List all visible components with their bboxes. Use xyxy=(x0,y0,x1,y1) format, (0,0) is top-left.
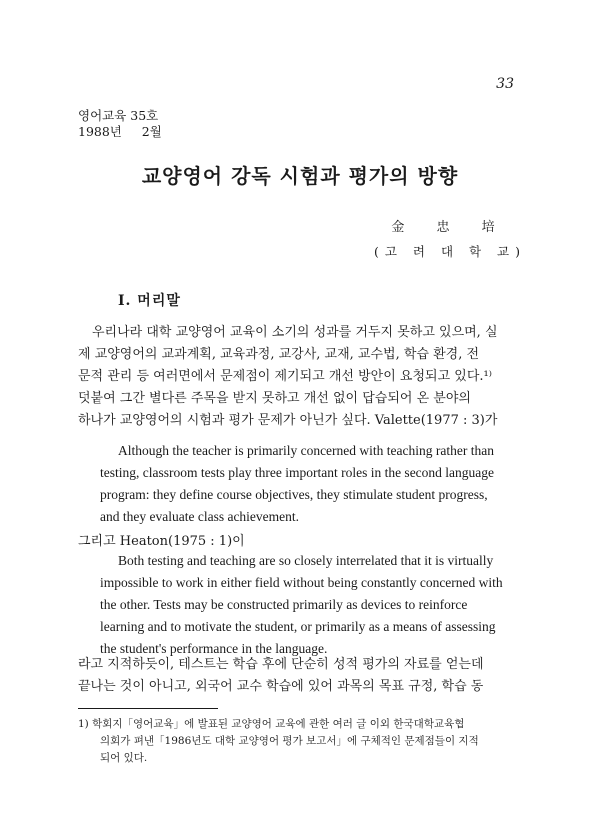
footnote-divider xyxy=(78,708,218,709)
journal-issue: 영어교육 35호 xyxy=(78,108,159,123)
quote-line: testing, classroom tests play three important roles in the second language xyxy=(100,465,495,480)
text-line: 끝나는 것이 아니고, 외국어 교수 학습에 있어 과목의 목표 규정, 학습 동 xyxy=(78,679,484,694)
section-heading: I. 머리말 xyxy=(118,293,181,309)
text-line: 우리나라 대학 교양영어 교육이 소기의 성과를 거두지 못하고 있으며, 실 xyxy=(92,325,498,340)
paragraph-continue xyxy=(78,654,524,698)
journal-info xyxy=(78,108,162,140)
quote-line: the other. Tests may be constructed primarily as devices to reinforce xyxy=(100,597,468,612)
quote-line: the student's performance in the language. xyxy=(100,641,328,656)
footnote-line: 의회가 펴낸「1986년도 대학 교양영어 평가 보고서」에 구체적인 문제점들이 지적 xyxy=(100,735,479,747)
text-line: 하나가 교양영어의 시험과 평가 문제가 아닌가 싶다. Valette(1977 : 3)가 xyxy=(78,413,498,428)
author-affiliation: (고 려 대 학 교) xyxy=(373,244,527,259)
text-line: 문적 관리 등 여러면에서 문제점이 제기되고 개선 방안이 요청되고 있다.¹⁾ xyxy=(78,369,492,384)
footnote-line: 되어 있다. xyxy=(100,752,148,764)
quote-line: learning and to motivate the student, or primarily as a means of assessing xyxy=(100,619,496,634)
citation-heaton: 그리고 Heaton(1975 : 1)이 xyxy=(78,534,245,549)
block-quote-heaton xyxy=(100,550,524,660)
page-number: 33 xyxy=(496,76,514,92)
paper-title: 교양영어 강독 시험과 평가의 방향 xyxy=(141,164,459,188)
quote-line: program: they define course objectives, they stimulate student progress, xyxy=(100,487,488,502)
block-quote-valette xyxy=(100,440,524,528)
footnote-line: 1) 학회지「영어교육」에 발표된 교양영어 교육에 관한 여러 글 이외 한국대학교육협 xyxy=(78,718,465,730)
paragraph-intro xyxy=(78,322,524,432)
quote-line: impossible to work in either field without being constantly concerned with xyxy=(100,575,503,590)
quote-line: Both testing and teaching are so closely interrelated that it is virtually xyxy=(118,553,494,568)
quote-line: and they evaluate class achievement. xyxy=(100,509,300,524)
quote-line: Although the teacher is primarily concerned with teaching rather than xyxy=(118,443,494,458)
journal-date: 1988년 2월 xyxy=(78,124,162,139)
text-line: 라고 지적하듯이, 테스트는 학습 후에 단순히 성적 평가의 자료를 얻는데 xyxy=(78,657,484,672)
footnote xyxy=(78,716,524,767)
text-line: 제 교양영어의 교과계획, 교육과정, 교강사, 교재, 교수법, 학습 환경, 전 xyxy=(78,347,480,362)
text-line: 덧붙여 그간 별다른 주목을 받지 못하고 개선 없이 답습되어 온 분야의 xyxy=(78,391,471,406)
author-name: 金 忠 培 xyxy=(391,220,509,235)
